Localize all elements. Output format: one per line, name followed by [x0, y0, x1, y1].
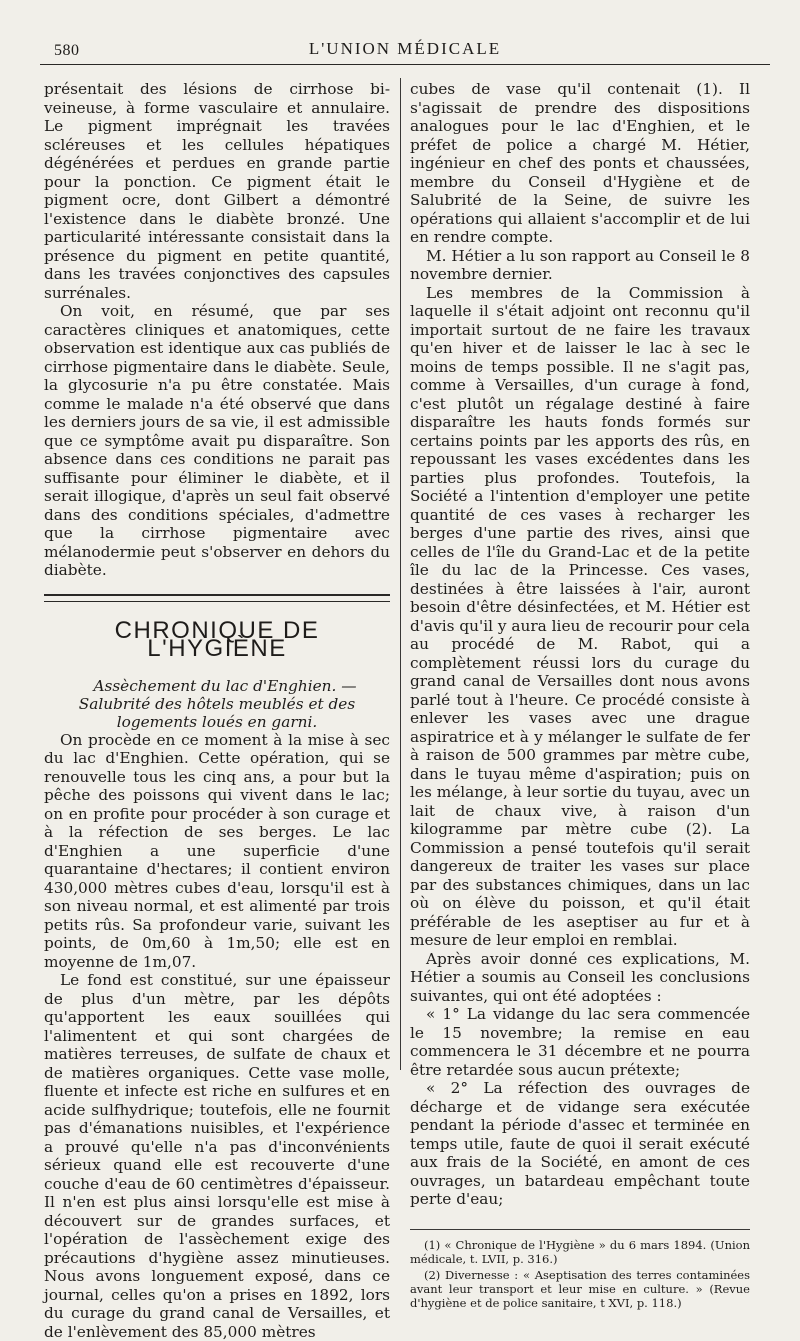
section-subtitle: Assèchement du lac d'Enghien. — Salubrité des hôtels meublés et des logements loués en garni. [78, 676, 357, 731]
footnote: (2) Divernesse : « Aseptisation des terres contaminées avant leur transport et leur mise en culture. » (Revue d'hygiène et de police sanitaire, t XVI, p. 118.) [410, 1267, 750, 1310]
paragraph: « 1° La vidange du lac sera commencée le 15 novembre; la remise en eau commencera le 31 décembre et ne pourra être retardée sous aucun prétexte; [410, 1005, 750, 1079]
footnote-rule [410, 1229, 750, 1230]
paragraph: On voit, en résumé, que par ses caractères cliniques et anatomiques, cette observation est identique aux cas publiés de cirrhose pigmentaire dans le diabète. Seule, la glycosurie n'a pu être constatée. Mais comme le malade n'a été observé que dans les derniers jours de sa vie, il est admissible que ce symptôme avait pu disparaître. Son absence dans ces conditions ne parait pas suffisante pour éliminer le diabète, et il serait illogique, d'après un seul fait observé dans des conditions spéciales, d'admettre que la cirrhose pigmentaire avec mélanodermie peut s'observer en dehors du diabète. [44, 302, 390, 579]
paragraph: cubes de vase qu'il contenait (1). Il s'agissait de prendre des dispositions analogues pour le lac d'Enghien, et le préfet de police a chargé M. Hétier, ingénieur en chef des ponts et chaussées, membre du Conseil d'Hygiène et de Salubrité de la Seine, de suivre les opérations qui allaient s'accomplir et de lui en rendre compte. [410, 80, 750, 246]
header-rule [40, 64, 770, 65]
right-column [410, 80, 750, 1312]
paragraph: Les membres de la Commission à laquelle il s'était adjoint ont reconnu qu'il importait surtout de ne faire les travaux qu'en hiver et de laisser le lac à sec le moins de temps possible. Il ne s'agit pas, comme à Versailles, d'un curage à fond, c'est plutôt un régalage destiné à faire disparaître les hauts fonds formés sur certains points par les apports des rûs, en repoussant les vases excédentes dans les parties plus profondes. Toutefois, la Société a l'intention d'employer une petite quantité de ces vases à recharger les berges d'une partie des rives, ainsi que celles de l'île du Grand-Lac et de la petite île du lac de la Princesse. Ces vases, destinées à être laissées à l'air, auront besoin d'être désinfectées, et M. Hétier est d'avis qu'il y aura lieu de recourir pour cela au procédé de M. Rabot, qui a complètement réussi lors du curage du grand canal de Versailles dont nous avons parlé tout à l'heure. Ce procédé consiste à enlever les vases avec une drague aspiratrice et à y mélanger le sulfate de fer à raison de 500 grammes par mètre cube, dans le tuyau même d'aspiration; puis on les mélange, à leur sortie du tuyau, avec un lait de chaux vive, à raison d'un kilogramme par mètre cube (2). La Commission a pensé toutefois qu'il serait dangereux de traiter les vases sur place par des substances chimiques, dans un lac où on élève du poisson, et qu'il était préférable de les aseptiser au fur et à mesure de leur emploi en remblai. [410, 283, 750, 949]
paragraph: Le fond est constitué, sur une épaisseur de plus d'un mètre, par les dépôts qu'apportent les eaux souillées qui l'alimentent et qui sont chargées de matières terreuses, de sulfate de chaux et de matières organiques. Cette vase molle, fluente et infecte est riche en sulfures et en acide sulfhydrique; toutefois, elle ne fournit pas d'émanations nuisibles, et l'expérience a prouvé qu'elle n'a pas d'inconvénients sérieux quand elle est recouverte d'une couche d'eau de 60 centimètres d'épaisseur. Il n'en est plus ainsi lorsqu'elle est mise à découvert sur de grandes surfaces, et l'opération de l'assèchement exige des précautions d'hygiène assez minutieuses. Nous avons longuement exposé, dans ce journal, celles qu'on a prises en 1892, lors du curage du grand canal de Versailles, et de l'enlèvement des 85,000 mètres [44, 971, 390, 1341]
left-column [44, 80, 390, 1341]
column-divider [400, 78, 401, 1070]
paragraph: M. Hétier a lu son rapport au Conseil le 8 novembre dernier. [410, 246, 750, 283]
section-divider [44, 594, 390, 602]
paragraph: « 2° La réfection des ouvrages de décharge et de vidange sera exécutée pendant la période d'assec et terminée en temps utile, faute de quoi il serait exécuté aux frais de la Société, en amont de ces ouvrages, un batardeau empêchant toute perte d'eau; [410, 1079, 750, 1208]
page-header [40, 36, 770, 60]
page-number: 580 [54, 42, 80, 59]
paragraph: Après avoir donné ces explications, M. Hétier a soumis au Conseil les conclusions suivantes, qui ont été adoptées : [410, 949, 750, 1005]
footnote: (1) « Chronique de l'Hygiène » du 6 mars 1894. (Union médicale, t. LVII, p. 316.) [410, 1237, 750, 1266]
footnotes [410, 1238, 750, 1310]
paragraph: On procède en ce moment à la mise à sec du lac d'Enghien. Cette opération, qui se renouvelle tous les cinq ans, a pour but la pêche des poissons qui vivent dans le lac; on en profite pour procéder à son curage et à la réfection de ses berges. Le lac d'Enghien a une superficie d'une quarantaine d'hectares; il contient environ 430,000 mètres cubes d'eau, lorsqu'il est à son niveau normal, et est alimenté par trois petits rûs. Sa profondeur varie, suivant les points, de 0m,60 à 1m,50; elle est en moyenne de 1m,07. [44, 730, 390, 971]
running-title: L'UNION MÉDICALE [308, 39, 502, 58]
section-title: CHRONIQUE DE L'HYGIÈNE [114, 616, 320, 662]
paragraph: présentait des lésions de cirrhose bi-veineuse, à forme vasculaire et annulaire. Le pigment imprégnait les travées scléreuses et les cellules hépatiques dégénérées et perdues en grande partie pour la ponction. Ce pigment était le pigment ocre, dont Gilbert a démontré l'existence dans le diabète bronzé. Une particularité intéressante consistait dans la présence du pigment en petite quantité, dans les travées conjonctives des capsules surrénales. [44, 80, 390, 302]
